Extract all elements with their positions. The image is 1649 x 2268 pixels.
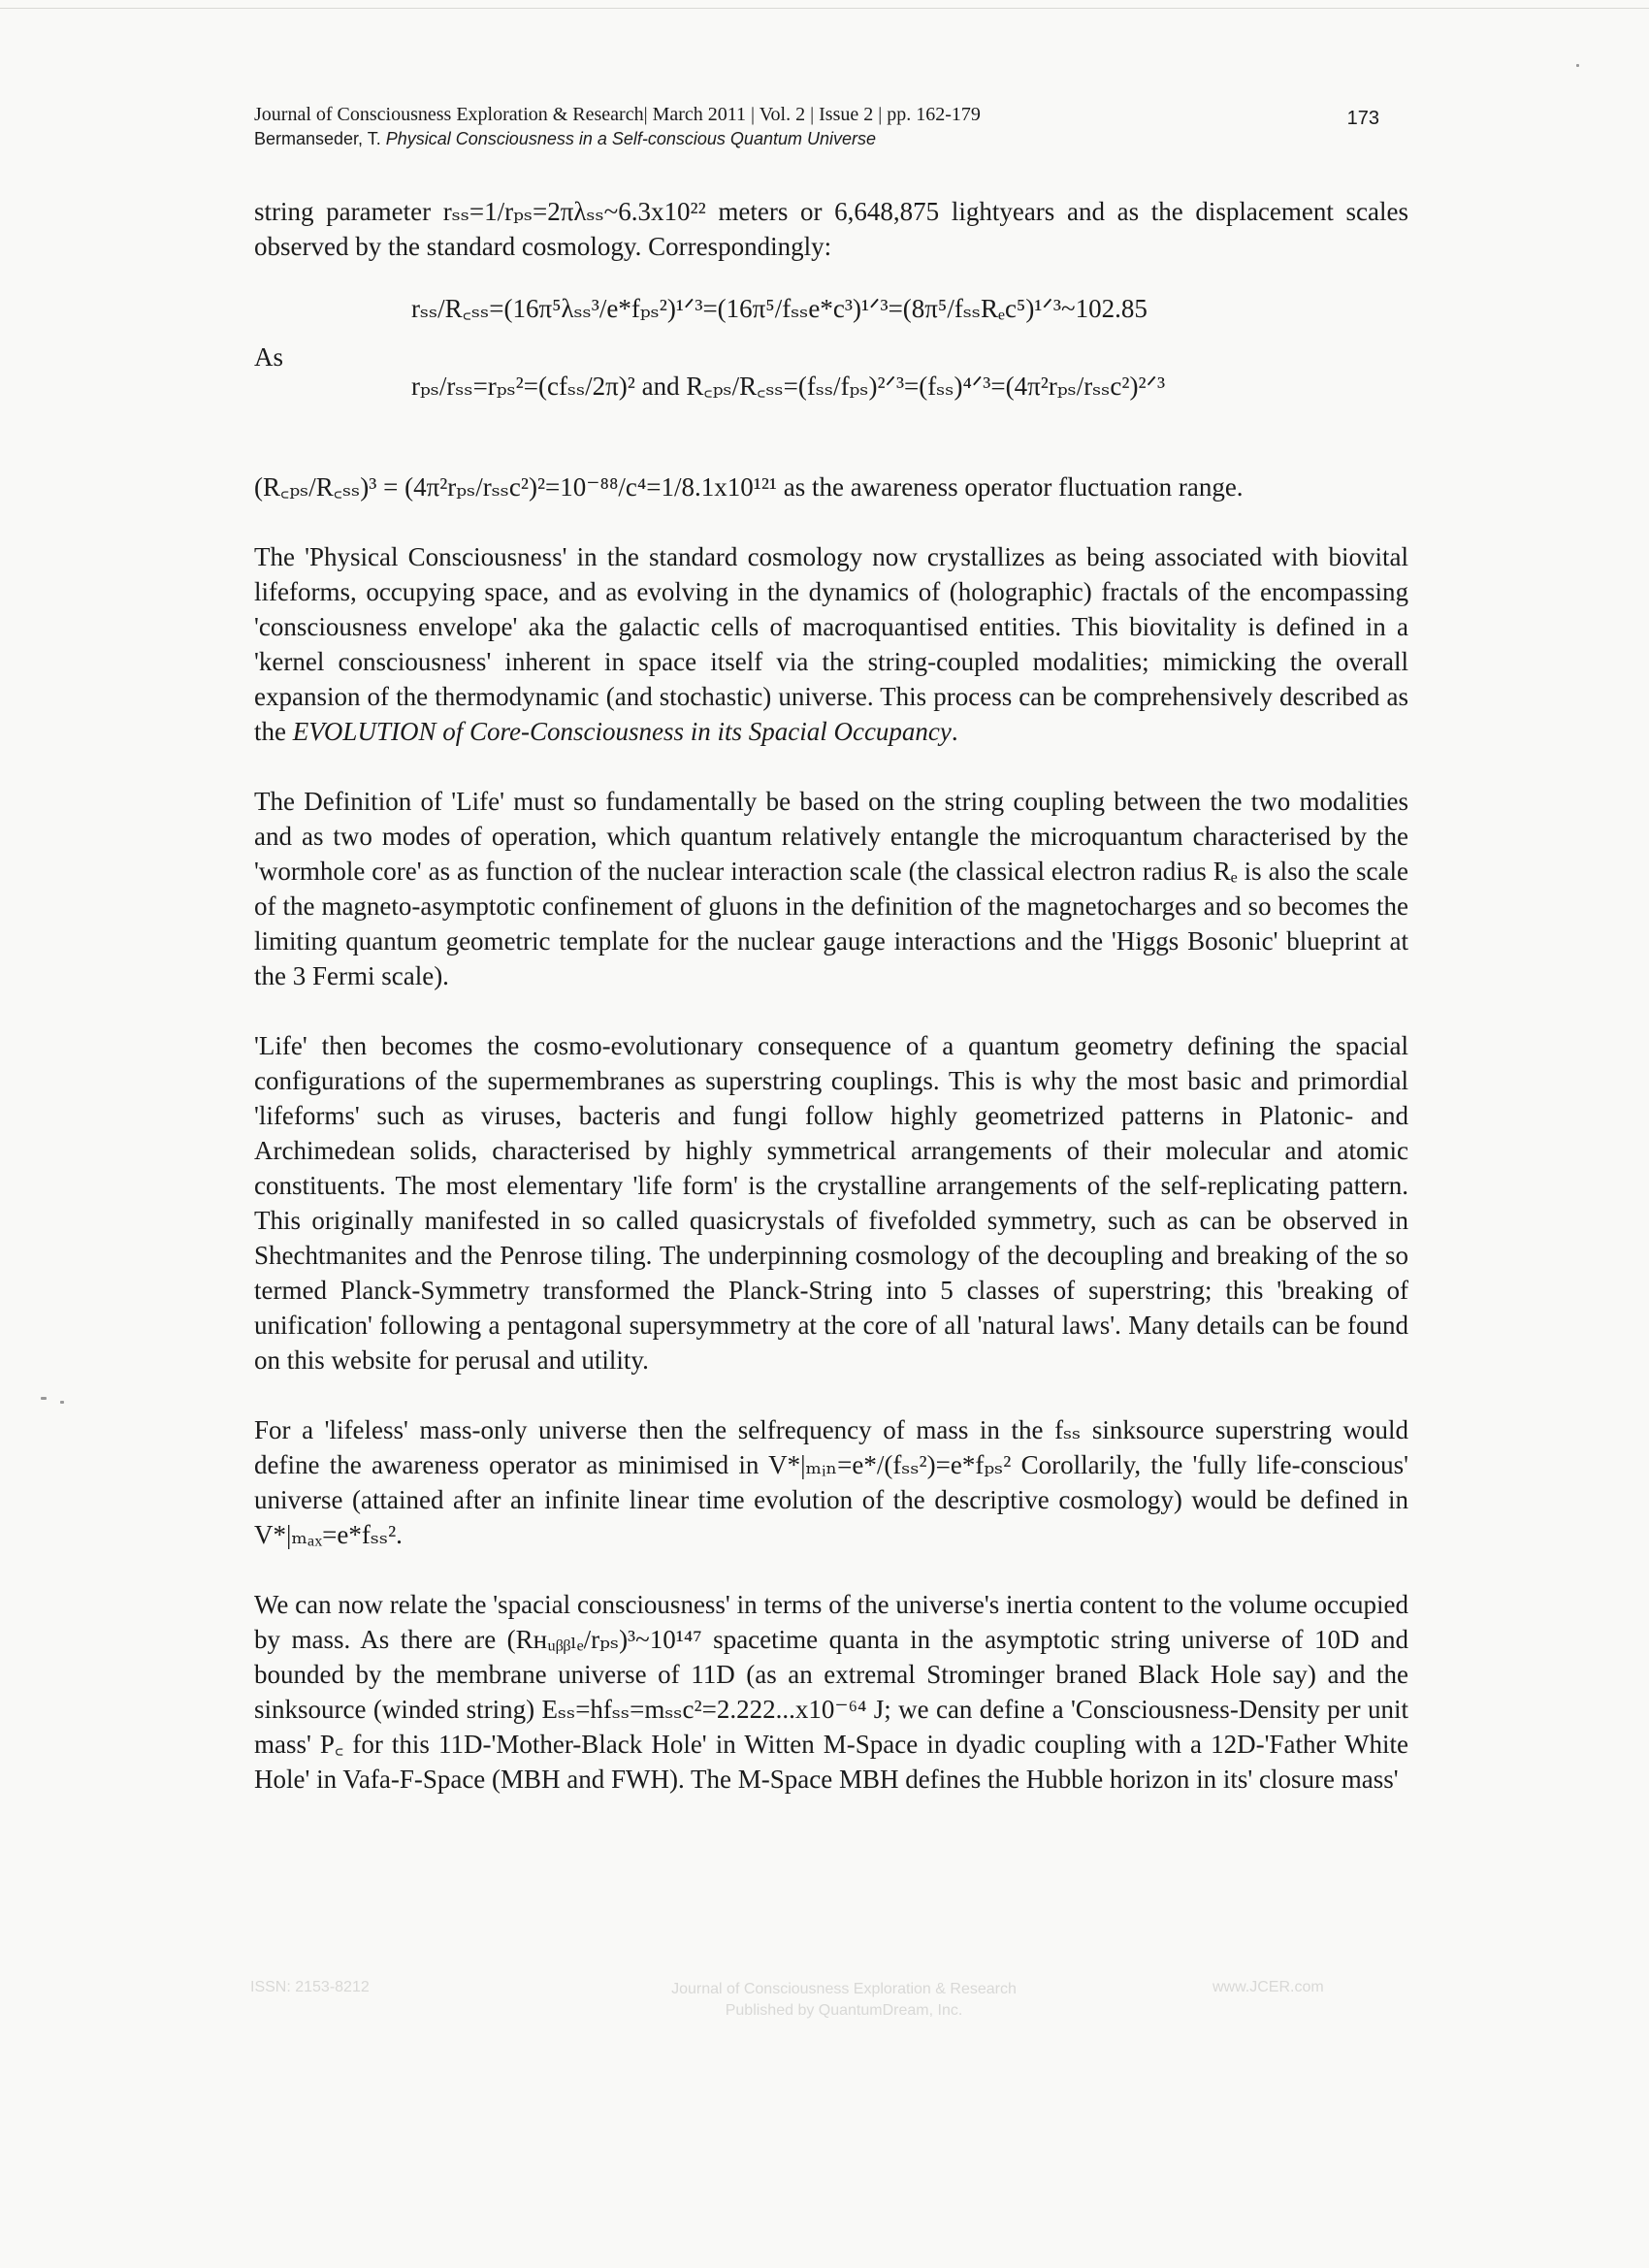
paragraph-period: . (951, 717, 958, 746)
footer-publisher-block (630, 1979, 1057, 2022)
emphasis-evolution: EVOLUTION of Core-Consciousness in its Spacial Occupancy (292, 717, 952, 746)
scan-speck (1576, 64, 1579, 67)
footer-journal: Journal of Consciousness Exploration & Research (671, 1981, 1017, 1997)
scan-top-edge (0, 8, 1649, 9)
article-body (254, 194, 1408, 1797)
equation-2: rₚₛ/rₛₛ=rₚₛ²=(cfₛₛ/2π)² and R꜀ₚₛ/R꜀ₛₛ=(fₛₛ/fₚₛ)²ᐟ³=(fₛₛ)⁴ᐟ³=(4π²rₚₛ/rₛₛc²)²ᐟ³ (411, 372, 1166, 401)
paragraph-physical-consciousness (254, 539, 1408, 749)
scan-speck (41, 1397, 47, 1400)
footer-publisher: Published by QuantumDream, Inc. (725, 2002, 963, 2019)
scan-speck (60, 1401, 64, 1404)
equation-3: (R꜀ₚₛ/R꜀ₛₛ)³ = (4π²rₚₛ/rₛₛc²)²=10⁻⁸⁸/c⁴=1/8.1x10¹²¹ as the awareness operator fluctuation range. (254, 472, 1244, 502)
paragraph-definition-of-life: The Definition of 'Life' must so fundamentally be based on the string coupling between the two modalities and as two modes of operation, which quantum relatively entangle the microquantum characterised by the 'wormhole core' as as function of the nuclear interaction scale (the classical electron radius Rₑ is also the scale of the magneto-asymptotic confinement of gluons in the definition of the magnetocharges and so becomes the limiting quantum geometric template for the nuclear gauge interactions and the 'Higgs Bosonic' blueprint at the 3 Fermi scale). (254, 787, 1408, 990)
running-header (254, 102, 1379, 150)
paragraph-text: The 'Physical Consciousness' in the standard cosmology now crystallizes as being associated with biovital lifeforms, occupying space, and as evolving in the dynamics of (holographic) fractals of the encompassing 'consciousness envelope' aka the galactic cells of macroquantised entities. This biovitality is defined in a 'kernel consciousness' inherent in space itself via the string-coupled modalities; mimicking the overall expansion of the thermodynamic (and stochastic) universe. This process can be comprehensively described as the (254, 542, 1408, 746)
equation-block (254, 281, 1408, 456)
journal-citation: Journal of Consciousness Exploration & Research| March 2011 | Vol. 2 | Issue 2 | pp. 162-179 (254, 104, 981, 125)
article-title: Physical Consciousness in a Self-conscious Quantum Universe (385, 129, 876, 148)
page-number: 173 (1346, 108, 1379, 129)
equation-1: rₛₛ/R꜀ₛₛ=(16π⁵λₛₛ³/e*fₚₛ²)¹ᐟ³=(16π⁵/fₛₛe*c³)¹ᐟ³=(8π⁵/fₛₛRₑc⁵)¹ᐟ³~102.85 (411, 294, 1148, 323)
paragraph-life-geometry: 'Life' then becomes the cosmo-evolutionary consequence of a quantum geometry defining the spacial configurations of the supermembranes as superstring couplings. This is why the most basic and primordial 'lifeforms' such as viruses, bacteris and fungi follow highly geometrized patterns in Platonic- and Archimedean solids, characterised by highly symmetrical arrangements of their molecular and atomic constituents. The most elementary 'life form' is the crystalline arrangements of the self-replicating pattern. This originally manifested in so called quasicrystals of fivefolded symmetry, such as can be observed in Shechtmanites and the Penrose tiling. The underpinning cosmology of the decoupling and breaking of the so termed Planck-Symmetry transformed the Planck-String into 5 classes of superstring; this 'breaking of unification' following a pentagonal supersymmetry at the core of all 'natural laws'. Many details can be found on this website for perusal and utility. (254, 1031, 1408, 1375)
author-name: Bermanseder, T. (254, 129, 381, 148)
paragraph-string-parameter: string parameter rₛₛ=1/rₚₛ=2πλₛₛ~6.3x10²² meters or 6,648,875 lightyears and as the displacement scales observed by the standard cosmology. Correspondingly: (254, 197, 1408, 261)
paragraph-lifeless-universe: For a 'lifeless' mass-only universe then the selfrequency of mass in the fₛₛ sinksource superstring would define the awareness operator as minimised in V*|ₘᵢₙ=e*/(fₛₛ²)=e*fₚₛ² Corollarily, the 'fully life-conscious' universe (attained after an infinite linear time evolution of the descriptive cosmology) would be defined in V*|ₘₐₓ=e*fₛₛ². (254, 1415, 1408, 1549)
footer-issn: ISSN: 2153-8212 (250, 1979, 370, 1995)
author-title-line (254, 127, 1379, 150)
paragraph-spacial-consciousness: We can now relate the 'spacial consciousness' in terms of the universe's inertia content to the volume occupied by mass. As there are (Rʜᵤᵦᵦₗₑ/rₚₛ)³~10¹⁴⁷ spacetime quanta in the asymptotic string universe of 10D and bounded by the membrane universe of 11D (as an extremal Strominger braned Black Hole say) and the sinksource (winded string) Eₛₛ=hfₛₛ=mₛₛc²=2.222...x10⁻⁶⁴ J; we can define a 'Consciousness-Density per unit mass' P꜀ for this 11D-'Mother-Black Hole' in Witten M-Space in dyadic coupling with a 12D-'Father White Hole' in Vafa-F-Space (MBH and FWH). The M-Space MBH defines the Hubble horizon in its' closure mass' (254, 1590, 1408, 1794)
footer-url: www.JCER.com (1212, 1979, 1324, 1995)
equation-label-as: As (254, 342, 284, 372)
